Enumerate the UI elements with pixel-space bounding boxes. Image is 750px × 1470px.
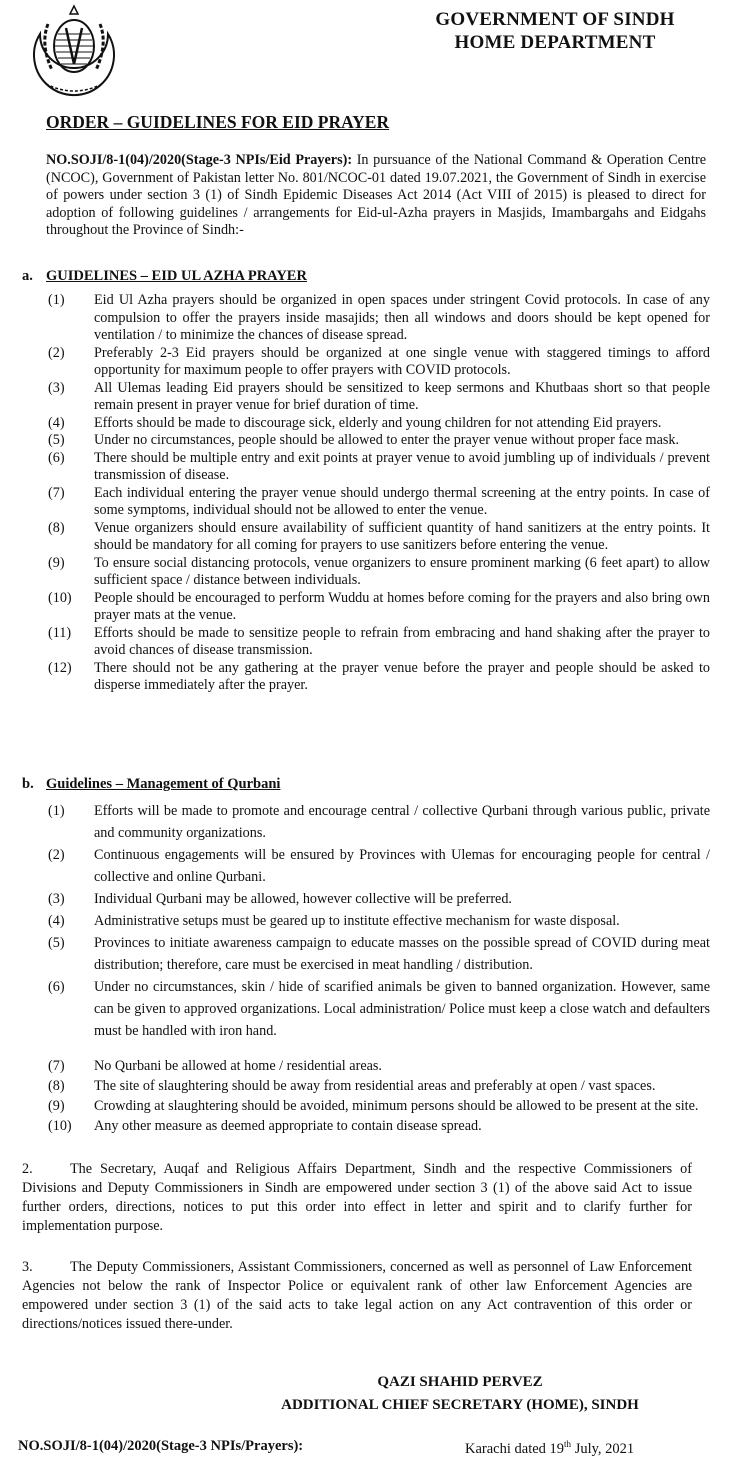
paragraph-text: The Deputy Commissioners, Assistant Commissioners, concerned as well as personnel of Law Enforcement Agencies not below the rank of Inspector Police or equivalent rank of other law Enforcement Agencies are empowered under section 3 (1) of the said acts to take legal action on any Act contravention of this order or directions/notices issued there-under. [22, 1259, 692, 1332]
item-text: All Ulemas leading Eid prayers should be sensitized to keep sermons and Khutbaas short so that people remain present in prayer venue for brief duration of time. [94, 379, 710, 413]
list-item [46, 345, 710, 380]
item-text: Preferably 2-3 Eid prayers should be organized at one single venue with staggered timings to afford opportunity for maximum people to offer prayers with COVID protocols. [94, 344, 710, 378]
signature-block [250, 1371, 670, 1417]
item-number: (12) [48, 659, 72, 676]
item-number: (6) [48, 979, 65, 995]
list-item [46, 1116, 710, 1136]
item-number: (9) [48, 554, 65, 571]
item-text: Eid Ul Azha prayers should be organized in open spaces under stringent Covid protocols. In case of any compulsion to offer the prayers inside masajids; then all windows and doors should be kept opened for ventilation / to minimize the chances of disease spread. [94, 292, 710, 343]
item-number: (8) [48, 519, 65, 536]
date-suffix: July, 2021 [571, 1440, 635, 1457]
order-title: ORDER – GUIDELINES FOR EID PRAYER [46, 112, 390, 132]
list-item [46, 1056, 710, 1076]
item-text: Crowding at slaughtering should be avoided, minimum persons should be allowed to be present at the site. [94, 1098, 699, 1114]
list-item [46, 660, 710, 695]
list-item [46, 625, 710, 660]
list-item [46, 555, 710, 590]
section-b-letter: b. [22, 776, 34, 792]
list-item [46, 976, 710, 1042]
item-text: Any other measure as deemed appropriate to contain disease spread. [94, 1118, 482, 1134]
list-item [46, 800, 710, 844]
paragraph-number: 2. [22, 1161, 33, 1177]
item-number: (10) [48, 1118, 72, 1134]
footer-reference-number: NO.SOJI/8-1(04)/2020(Stage-3 NPIs/Prayers): [18, 1438, 304, 1454]
list-item [46, 1076, 710, 1096]
item-text: Efforts will be made to promote and encourage central / collective Qurbani through various public, private and community organizations. [94, 803, 710, 841]
date-prefix: Karachi dated 19 [465, 1440, 565, 1457]
signatory-designation: ADDITIONAL CHIEF SECRETARY (HOME), SINDH [281, 1397, 639, 1413]
list-item [46, 432, 710, 450]
department-name: HOME DEPARTMENT [454, 32, 656, 53]
item-text: Efforts should be made to discourage sick, elderly and young children for not attending Eid prayers. [94, 414, 662, 431]
section-a-title: GUIDELINES – EID UL AZHA PRAYER [46, 268, 307, 284]
list-item [46, 888, 710, 910]
item-number: (7) [48, 1058, 65, 1074]
signatory-name: QAZI SHAHID PERVEZ [377, 1374, 543, 1390]
item-number: (6) [48, 449, 65, 466]
paragraph-2 [22, 1160, 692, 1236]
item-text: Venue organizers should ensure availability of sufficient quantity of hand sanitizers at the entry points. It should be mandatory for all coming for prayers to use sanitizers before entering the venue. [94, 519, 710, 553]
section-a-heading [22, 268, 307, 286]
item-text: Efforts should be made to sensitize people to refrain from embracing and hand shaking after the prayer to avoid chances of disease transmission. [94, 624, 710, 658]
date-superscript: th [564, 1439, 572, 1449]
list-item [46, 932, 710, 976]
item-text: There should not be any gathering at the prayer venue before the prayer and people should be asked to disperse immediately after the prayer. [94, 659, 710, 693]
section-a-letter: a. [22, 268, 33, 284]
intro-text: In pursuance of the National Command & Operation Centre (NCOC), Government of Pakistan letter No. 801/NCOC-01 dated 19.07.2021, the Government of Sindh in exercise of powers under section 3 (1) of Sindh Epidemic Diseases Act 2014 (Act VIII of 2015) is pleased to direct for adoption of following guidelines / arrangements for Eid-ul-Azha prayers in Masjids, Imambargahs and Eidgahs throughout the Province of Sindh:- [46, 152, 706, 238]
list-item [46, 844, 710, 888]
item-text: Each individual entering the prayer venue should undergo thermal screening at the entry points. In case of some symptoms, individual should not be allowed to enter the venue. [94, 484, 710, 518]
list-item [46, 292, 710, 345]
list-item [46, 380, 710, 415]
item-text: Under no circumstances, people should be allowed to enter the prayer venue without proper face mask. [94, 432, 680, 448]
item-number: (8) [48, 1078, 65, 1094]
department-header [410, 8, 700, 54]
intro-paragraph [46, 152, 706, 240]
section-b-list [46, 800, 710, 1136]
item-text: Administrative setups must be geared up to institute effective mechanism for waste disposal. [94, 913, 620, 929]
list-item [46, 520, 710, 555]
item-text: People should be encouraged to perform Wuddu at homes before coming for the prayers and also bring own prayer mats at the venue. [94, 589, 710, 623]
list-item [46, 485, 710, 520]
paragraph-number: 3. [22, 1259, 33, 1275]
item-number: (2) [48, 847, 65, 863]
item-text: The site of slaughtering should be away from residential areas and preferably at open / vast spaces. [94, 1078, 656, 1094]
list-item [46, 910, 710, 932]
item-text: Continuous engagements will be ensured by Provinces with Ulemas for encouraging people for central / collective and online Qurbani. [94, 847, 710, 885]
item-number: (5) [48, 935, 65, 951]
item-number: (5) [48, 432, 65, 448]
item-number: (10) [48, 589, 72, 606]
paragraph-3 [22, 1258, 692, 1334]
list-item [46, 450, 710, 485]
item-text: Individual Qurbani may be allowed, however collective will be preferred. [94, 891, 512, 907]
intro-reference-number: NO.SOJI/8-1(04)/2020(Stage-3 NPIs/Eid Prayers): [46, 152, 353, 168]
government-name: GOVERNMENT OF SINDH [435, 9, 675, 30]
government-emblem-icon [26, 4, 122, 102]
section-a-list [46, 292, 710, 695]
list-item [46, 590, 710, 625]
section-b-heading [22, 776, 280, 794]
item-number: (2) [48, 344, 65, 361]
item-number: (3) [48, 891, 65, 907]
item-number: (4) [48, 913, 65, 929]
item-number: (3) [48, 379, 65, 396]
item-number: (9) [48, 1098, 65, 1114]
item-text: To ensure social distancing protocols, venue organizers to ensure prominent marking (6 feet apart) to allow sufficient space / distance between individuals. [94, 554, 710, 588]
list-item [46, 1096, 710, 1116]
item-text: Provinces to initiate awareness campaign to educate masses on the possible spread of COVID during meat distribution; therefore, care must be exercised in meat handling / distribution. [94, 935, 710, 973]
item-text: Under no circumstances, skin / hide of scarified animals be given to banned organization. However, same can be given to approved organizations. Local administration/ Police must keep a close watch and defaulters must be handled with iron hand. [94, 979, 710, 1039]
item-number: (11) [48, 624, 72, 641]
paragraph-text: The Secretary, Auqaf and Religious Affairs Department, Sindh and the respective Commissioners of Divisions and Deputy Commissioners in Sindh are empowered under section 3 (1) of the above said Act to issue further orders, directions, notices to put this order into effect in letter and spirit and to clarify further for implementation purpose. [22, 1161, 692, 1234]
section-b-title: Guidelines – Management of Qurbani [46, 776, 281, 792]
item-number: (7) [48, 484, 65, 501]
footer-date [465, 1436, 634, 1458]
item-number: (1) [48, 292, 65, 308]
list-item [46, 415, 710, 433]
item-text: There should be multiple entry and exit points at prayer venue to avoid jumbling up of individuals / prevent transmission of disease. [94, 449, 710, 483]
item-number: (4) [48, 414, 65, 431]
item-number: (1) [48, 803, 65, 819]
item-text: No Qurbani be allowed at home / residential areas. [94, 1058, 382, 1074]
